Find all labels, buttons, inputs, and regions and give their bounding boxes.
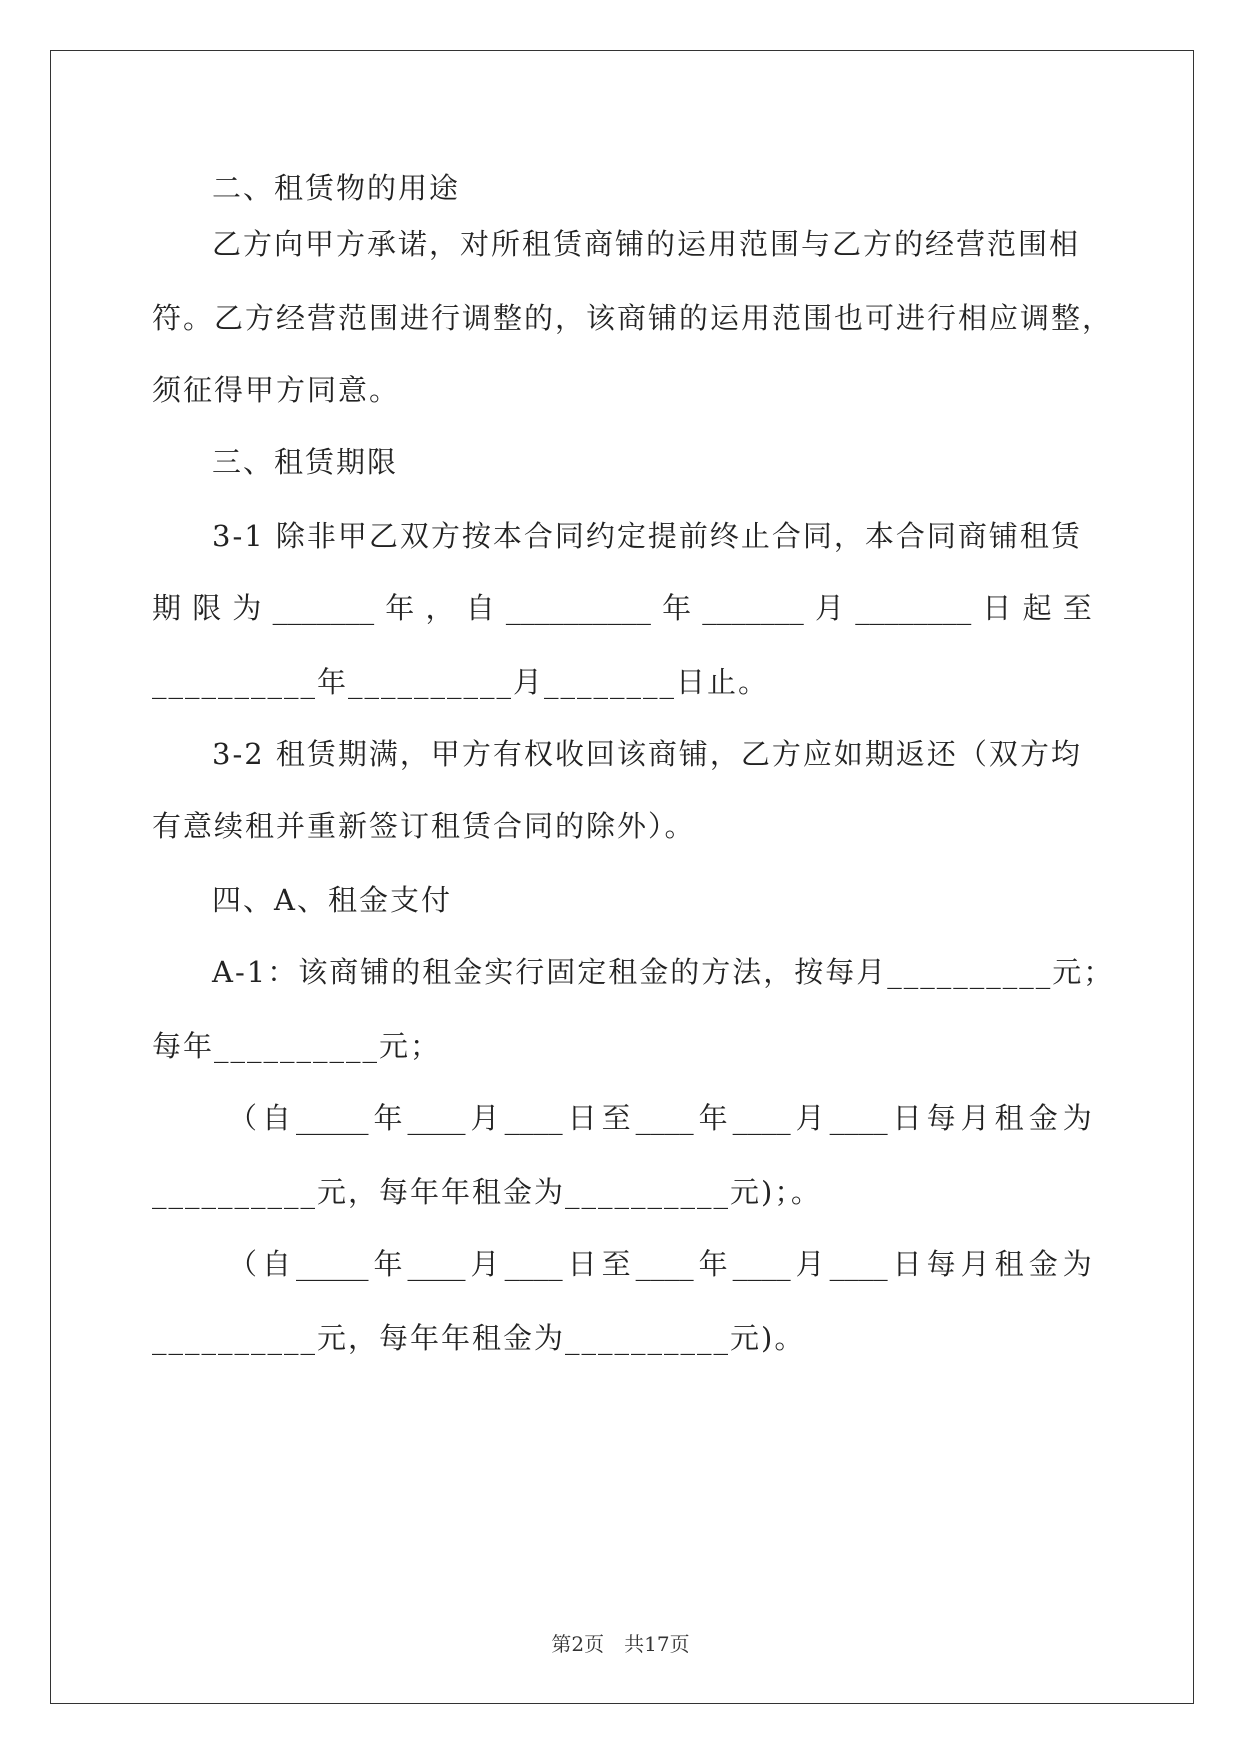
period-text: （ [228, 1101, 258, 1135]
period-blank: ____ [635, 1101, 694, 1135]
period-text: 自 [262, 1247, 292, 1281]
period-text: （ [228, 1247, 258, 1281]
period-text: 为 [1062, 1101, 1092, 1135]
period-text: 月 [960, 1247, 990, 1281]
term-text: ， [425, 591, 455, 625]
period-text: 年 [698, 1247, 728, 1281]
period-text: 月 [470, 1247, 500, 1281]
period-text: 日 [892, 1101, 922, 1135]
period-blank: ____ [732, 1101, 791, 1135]
clause-3-1-line-2 [152, 588, 1092, 628]
term-text: 限 [192, 591, 222, 625]
term-text: 日 [982, 591, 1012, 625]
period-1-line-2: __________元，每年年租金为__________元)；。 [152, 1175, 822, 1209]
section-4-heading: 四、A、租金支付 [212, 883, 452, 917]
period-blank: ____ [407, 1247, 466, 1281]
period-text: 年 [373, 1101, 403, 1135]
period-blank: ____ [635, 1247, 694, 1281]
section-3-heading: 三、租赁期限 [212, 445, 399, 479]
period-text: 年 [698, 1101, 728, 1135]
section-2-heading: 二、租赁物的用途 [212, 171, 461, 205]
term-text: 年 [662, 591, 692, 625]
period-text: 金 [1028, 1101, 1058, 1135]
period-text: 为 [1062, 1247, 1092, 1281]
period-2-line-1 [228, 1244, 1092, 1284]
period-blank: ____ [504, 1101, 563, 1135]
period-text: 月 [795, 1247, 825, 1281]
term-text: 月 [814, 591, 844, 625]
period-blank: ____ [504, 1247, 563, 1281]
period-blank: ____ [407, 1101, 466, 1135]
period-text: 租 [994, 1247, 1024, 1281]
term-text: 起 [1022, 591, 1052, 625]
period-blank: ____ [829, 1247, 888, 1281]
period-text: 年 [373, 1247, 403, 1281]
clause-a1-line-2: 每年__________元； [152, 1029, 442, 1063]
period-blank: _____ [296, 1247, 369, 1281]
section-2-paragraph-line-3: 须征得甲方同意。 [152, 373, 401, 407]
term-text: 至 [1062, 591, 1092, 625]
term-text: 为 [232, 591, 262, 625]
period-text: 至 [601, 1247, 631, 1281]
start-year-blank: __________ [505, 591, 651, 625]
term-text: 年 [385, 591, 415, 625]
period-text: 自 [262, 1101, 292, 1135]
term-text: 期 [152, 591, 182, 625]
period-2-line-2: __________元，每年年租金为__________元)。 [152, 1321, 806, 1355]
years-blank: _______ [272, 591, 375, 625]
period-blank: ____ [732, 1247, 791, 1281]
period-1-line-1 [228, 1098, 1092, 1138]
clause-a1-line-1: A-1：该商铺的租金实行固定租金的方法，按每月__________元； [212, 955, 1115, 989]
period-text: 每 [926, 1247, 956, 1281]
period-text: 日 [567, 1247, 597, 1281]
clause-3-2-line-2: 有意续租并重新签订租赁合同的除外）。 [152, 809, 696, 843]
section-2-paragraph-line-2: 符。乙方经营范围进行调整的，该商铺的运用范围也可进行相应调整， [152, 301, 1114, 335]
section-2-paragraph-line-1: 乙方向甲方承诺，对所租赁商铺的运用范围与乙方的经营范围相 [212, 227, 1081, 261]
period-text: 月 [960, 1101, 990, 1135]
clause-3-2-line-1: 3-2 租赁期满，甲方有权收回该商铺，乙方应如期返还（双方均 [212, 737, 1082, 771]
page-number: 第2页 共17页 [551, 1632, 690, 1656]
period-text: 月 [470, 1101, 500, 1135]
period-text: 租 [994, 1101, 1024, 1135]
period-text: 日 [567, 1101, 597, 1135]
start-month-blank: _______ [702, 591, 804, 625]
period-text: 每 [926, 1101, 956, 1135]
period-text: 日 [892, 1247, 922, 1281]
term-text: 自 [465, 591, 495, 625]
period-text: 月 [795, 1101, 825, 1135]
period-blank: _____ [296, 1101, 369, 1135]
period-blank: ____ [829, 1101, 888, 1135]
start-day-blank: ________ [855, 591, 972, 625]
period-text: 至 [601, 1101, 631, 1135]
period-text: 金 [1028, 1247, 1058, 1281]
clause-3-1-line-1: 3-1 除非甲乙双方按本合同约定提前终止合同，本合同商铺租赁 [212, 519, 1082, 553]
clause-3-1-line-3: __________年__________月________日止。 [152, 665, 770, 699]
